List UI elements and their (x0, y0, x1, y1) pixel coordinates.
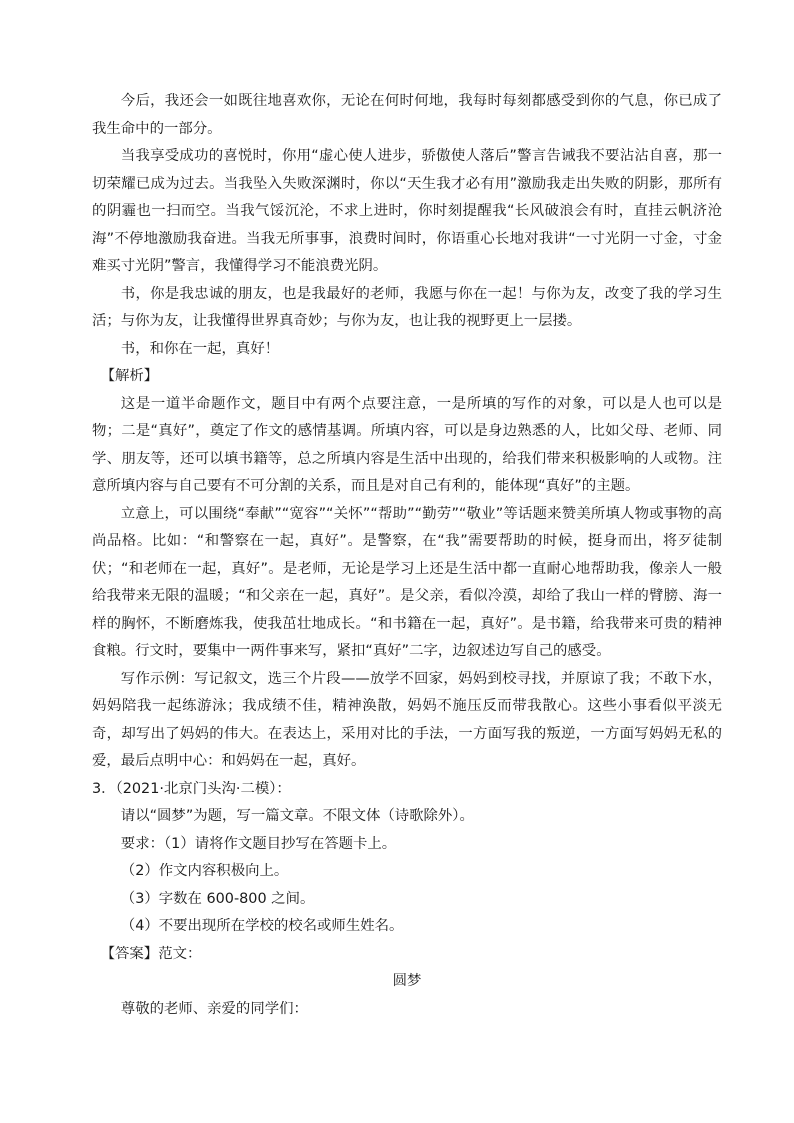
analysis-paragraph: 写作示例：写记叙文，选三个片段——放学不回家，妈妈到校寻找，并原谅了我；不敢下水，妈妈陪我一起练游泳；我成绩不佳，精神涣散，妈妈不施压反而带我散心。这些小事看似平淡无奇，却写出了妈妈的伟大。在表达上，采用对比的手法，一方面写我的叛逆，一方面写妈妈无私的爱，最后点明中心：和妈妈在一起，真好。 (92, 670, 722, 769)
requirement-item: 要求：（1）请将作文题目抄写在答题卡上。 (120, 835, 397, 852)
essay-paragraph: 今后，我还会一如既往地喜欢你，无论在何时何地，我每时每刻都感受到你的气息，你已成了我生命中的一部分。 (92, 93, 722, 137)
essay-salutation: 尊敬的老师、亲爱的同学们： (120, 1000, 308, 1017)
answer-label: 【答案】范文： (100, 945, 202, 962)
analysis-paragraph: 立意上，可以围绕“奉献”“宽容”“关怀”“帮助”“勤劳”“敬业”等话题来赞美所填人物或事物的高尚品格。比如：“和警察在一起，真好”。是警察，在“我”需要帮助的时候，挺身而出，将歹徒制伏；“和老师在一起，真好”。是老师，无论是学习上还是生活中都一直耐心地帮助我，像亲人一般给我带来无限的温暖；“和父亲在一起，真好”。是父亲，看似冷漠，却给了我山一样的臂膀、海一样的胸怀，不断磨炼我，使我茁壮地成长。“和书籍在一起，真好”。是书籍，给我带来可贵的精神食粮。行文时，要集中一两件事来写，紧扣“真好”二字，边叙述边写自己的感受。 (92, 505, 722, 659)
question-header: 3．（2021·北京门头沟·二模）： (92, 780, 291, 797)
requirement-item: （2）作文内容积极向上。 (120, 863, 289, 879)
analysis-heading: 【解析】 (100, 368, 159, 384)
essay-title: 圆梦 (392, 973, 422, 989)
requirement-item: （4）不要出现所在学校的校名或师生姓名。 (120, 918, 404, 934)
essay-paragraph: 当我享受成功的喜悦时，你用“虚心使人进步，骄傲使人落后”警言告诫我不要沾沾自喜，那一切荣耀已成为过去。当我坠入失败深渊时，你以“天生我才必有用”激励我走出失败的阴影，那所有的阴霾也一扫而空。当我气馁沉沦，不求上进时，你时刻提醒我“长风破浪会有时，直挂云帆济沧海”不停地激励我奋进。当我无所事事，浪费时间时，你语重心长地对我讲“一寸光阴一寸金，寸金难买寸光阴”警言，我懂得学习不能浪费光阴。 (92, 148, 722, 274)
question-prompt: 请以“圆梦”为题，写一篇文章。不限文体（诗歌除外）。 (120, 808, 474, 824)
essay-paragraph: 书，你是我忠诚的朋友，也是我最好的老师，我愿与你在一起！与你为友，改变了我的学习生活；与你为友，让我懂得世界真奇妙；与你为友，也让我的视野更上一层搂。 (92, 285, 722, 329)
analysis-paragraph: 这是一道半命题作文，题目中有两个点要注意，一是所填的写作的对象，可以是人也可以是物；二是“真好”，奠定了作文的感情基调。所填内容，可以是身边熟悉的人，比如父母、老师、同学、朋友等，还可以填书籍等，总之所填内容是生活中出现的，给我们带来积极影响的人或物。注意所填内容与自己要有不可分割的关系，而且是对自己有利的，能体现“真好”的主题。 (92, 395, 722, 494)
requirement-item: （3）字数在 600-800 之间。 (120, 890, 315, 907)
essay-paragraph: 书，和你在一起，真好！ (120, 340, 280, 357)
document-page (92, 88, 722, 1023)
